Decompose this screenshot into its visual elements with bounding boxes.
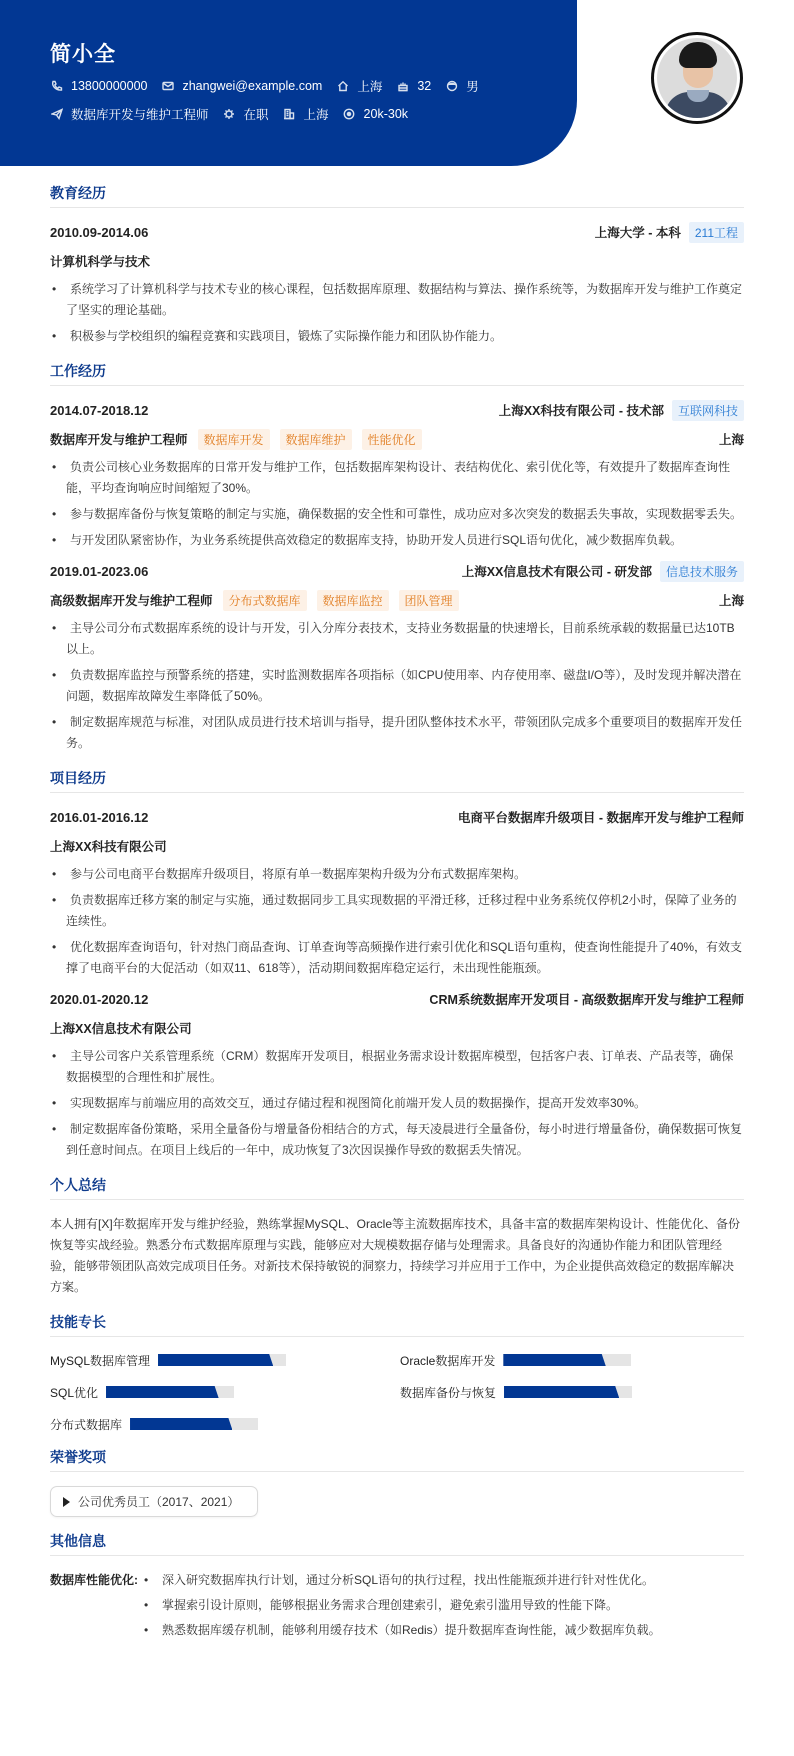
skill-item: 分布式数据库 bbox=[50, 1415, 400, 1433]
email-item: zhangwei@example.com bbox=[161, 79, 322, 93]
section-title-awards: 荣誉奖项 bbox=[50, 1447, 744, 1472]
list-item: • 负责数据库迁移方案的制定与实施，通过数据同步工具实现数据的平滑迁移，迁移过程中业务系统仅停机2小时，保障了业务的连续性。 bbox=[50, 890, 744, 932]
skill-tag: 数据库维护 bbox=[280, 429, 352, 450]
mail-icon bbox=[161, 80, 174, 93]
project-company: 上海XX信息技术有限公司 bbox=[50, 1022, 192, 1036]
age-icon bbox=[396, 80, 409, 93]
education-section bbox=[50, 183, 744, 347]
position-item: 数据库开发与维护工程师 bbox=[50, 105, 209, 123]
industry-badge: 信息技术服务 bbox=[660, 561, 744, 582]
job-row bbox=[50, 106, 493, 122]
work-date: 2019.01-2023.06 bbox=[50, 563, 149, 579]
building-icon bbox=[283, 108, 296, 121]
project-entry bbox=[50, 807, 744, 979]
contact-row bbox=[50, 78, 493, 94]
skill-item: 数据库备份与恢复 bbox=[400, 1383, 744, 1401]
project-entry bbox=[50, 989, 744, 1161]
section-title-summary: 个人总结 bbox=[50, 1175, 744, 1200]
phone-item: 13800000000 bbox=[50, 79, 147, 93]
skill-item: SQL优化 bbox=[50, 1383, 400, 1401]
section-title-education: 教育经历 bbox=[50, 183, 744, 208]
gender-item: 男 bbox=[445, 77, 479, 95]
skill-bar bbox=[130, 1418, 258, 1430]
work-entry bbox=[50, 400, 744, 551]
skills-grid bbox=[50, 1351, 744, 1433]
candidate-name: 简小全 bbox=[50, 43, 116, 66]
skill-tag: 团队管理 bbox=[399, 590, 459, 611]
summary-section bbox=[50, 1175, 744, 1298]
company-name: 上海XX信息技术有限公司 - 研发部 bbox=[461, 565, 652, 579]
list-item: • 与开发团队紧密协作，为业务系统提供高效稳定的数据库支持，协助开发人员进行SQL语句优化，减少数据库负载。 bbox=[50, 530, 744, 551]
resume-body bbox=[50, 183, 744, 1659]
job-location: 上海 bbox=[718, 594, 744, 608]
skill-bar bbox=[106, 1386, 234, 1398]
profile-photo bbox=[657, 38, 737, 118]
status-item: 在职 bbox=[223, 105, 269, 123]
home-icon bbox=[336, 80, 349, 93]
skill-tag: 性能优化 bbox=[362, 429, 422, 450]
job-role: 数据库开发与维护工程师 bbox=[50, 433, 188, 447]
project-date: 2020.01-2020.12 bbox=[50, 991, 149, 1007]
list-item: • 负责数据库监控与预警系统的搭建，实时监测数据库各项指标（如CPU使用率、内存使用率、磁盘I/O等），及时发现并解决潜在问题，数据库故障发生率降低了50%。 bbox=[50, 665, 744, 707]
list-item: • 熟悉数据库缓存机制，能够利用缓存技术（如Redis）提升数据库查询性能，减少数据库负载。 bbox=[142, 1620, 661, 1641]
skills-section bbox=[50, 1312, 744, 1433]
gender-icon bbox=[445, 80, 458, 93]
salary-icon bbox=[343, 108, 356, 121]
work-entry bbox=[50, 561, 744, 754]
section-title-skills: 技能专长 bbox=[50, 1312, 744, 1337]
list-item: • 制定数据库规范与标准，对团队成员进行技术培训与指导，提升团队整体技术水平，带领团队完成多个重要项目的数据库开发任务。 bbox=[50, 712, 744, 754]
send-icon bbox=[50, 108, 63, 121]
project-name: 电商平台数据库升级项目 - 数据库开发与维护工程师 bbox=[457, 811, 744, 825]
skill-tag: 数据库开发 bbox=[198, 429, 270, 450]
section-title-work: 工作经历 bbox=[50, 361, 744, 386]
home-item: 上海 bbox=[336, 77, 382, 95]
skill-tag: 数据库监控 bbox=[317, 590, 389, 611]
award-item[interactable]: 公司优秀员工（2017、2021） bbox=[50, 1486, 258, 1517]
age-item: 32 bbox=[396, 79, 431, 93]
education-date: 2010.09-2014.06 bbox=[50, 224, 149, 240]
work-section bbox=[50, 361, 744, 754]
list-item: • 负责公司核心业务数据库的日常开发与维护工作，包括数据库架构设计、表结构优化、索引优化等，有效提升了数据库查询性能，平均查询响应时间缩短了30%。 bbox=[50, 457, 744, 499]
section-title-projects: 项目经历 bbox=[50, 768, 744, 793]
education-entry bbox=[50, 222, 744, 347]
job-role: 高级数据库开发与维护工程师 bbox=[50, 594, 213, 608]
skill-bar bbox=[158, 1354, 286, 1366]
list-item: • 深入研究数据库执行计划，通过分析SQL语句的执行过程，找出性能瓶颈并进行针对性优化。 bbox=[142, 1570, 661, 1591]
list-item: • 主导公司分布式数据库系统的设计与开发，引入分库分表技术，支持业务数据量的快速增长，目前系统承载的数据量已达10TB以上。 bbox=[50, 618, 744, 660]
major: 计算机科学与技术 bbox=[50, 255, 151, 269]
school-badge: 211工程 bbox=[689, 222, 744, 243]
skill-item: MySQL数据库管理 bbox=[50, 1351, 400, 1369]
school-name: 上海大学 - 本科 bbox=[594, 226, 681, 240]
salary-item: 20k-30k bbox=[343, 107, 408, 121]
list-item: • 系统学习了计算机科学与技术专业的核心课程，包括数据库原理、数据结构与算法、操作系统等，为数据库开发与维护工作奠定了坚实的理论基础。 bbox=[50, 279, 744, 321]
project-date: 2016.01-2016.12 bbox=[50, 809, 149, 825]
skill-bar bbox=[504, 1386, 632, 1398]
list-item: • 主导公司客户关系管理系统（CRM）数据库开发项目，根据业务需求设计数据库模型，包括客户表、订单表、产品表等，确保数据模型的合理性和扩展性。 bbox=[50, 1046, 744, 1088]
list-item: • 积极参与学校组织的编程竞赛和实践项目，锻炼了实际操作能力和团队协作能力。 bbox=[50, 326, 744, 347]
project-name: CRM系统数据库开发项目 - 高级数据库开发与维护工程师 bbox=[429, 993, 744, 1007]
project-company: 上海XX科技有限公司 bbox=[50, 840, 167, 854]
list-item: • 掌握索引设计原则，能够根据业务需求合理创建索引，避免索引滥用导致的性能下降。 bbox=[142, 1595, 661, 1616]
other-section bbox=[50, 1531, 744, 1645]
work-date: 2014.07-2018.12 bbox=[50, 402, 149, 418]
industry-badge: 互联网科技 bbox=[672, 400, 744, 421]
skill-tag: 分布式数据库 bbox=[223, 590, 307, 611]
list-item: • 制定数据库备份策略，采用全量备份与增量备份相结合的方式，每天凌晨进行全量备份，每小时进行增量备份，确保数据可恢复到任意时间点。在项目上线后的一年中，成功恢复了3次因误操作导致的数据丢失情况。 bbox=[50, 1119, 744, 1161]
skill-bar bbox=[503, 1354, 631, 1366]
resume-header bbox=[50, 38, 493, 122]
other-label: 数据库性能优化: bbox=[50, 1573, 138, 1587]
phone-icon bbox=[50, 80, 63, 93]
list-item: • 参与公司电商平台数据库升级项目，将原有单一数据库架构升级为分布式数据库架构。 bbox=[50, 864, 744, 885]
list-item: • 实现数据库与前端应用的高效交互，通过存储过程和视图简化前端开发人员的数据操作，提高开发效率30%。 bbox=[50, 1093, 744, 1114]
triangle-right-icon bbox=[63, 1497, 70, 1507]
status-icon bbox=[223, 108, 236, 121]
job-location: 上海 bbox=[718, 433, 744, 447]
company-name: 上海XX科技有限公司 - 技术部 bbox=[498, 404, 664, 418]
projects-section bbox=[50, 768, 744, 1161]
summary-text: 本人拥有[X]年数据库开发与维护经验，熟练掌握MySQL、Oracle等主流数据库技术，具备丰富的数据库架构设计、性能优化、备份恢复等实战经验。熟悉分布式数据库原理与实践，能够应对大规模数据存储与处理需求。具备良好的沟通协作能力和团队管理经验，能够带领团队高效完成项目任务。对新技术保持敏锐的洞察力，持续学习并应用于工作中，为企业提供高效稳定的数据库解决方案。 bbox=[50, 1217, 741, 1294]
city-item: 上海 bbox=[283, 105, 329, 123]
list-item: • 参与数据库备份与恢复策略的制定与实施，确保数据的安全性和可靠性，成功应对多次突发的数据丢失事故，实现数据零丢失。 bbox=[50, 504, 744, 525]
list-item: • 优化数据库查询语句，针对热门商品查询、订单查询等高频操作进行索引优化和SQL语句重构，使查询性能提升了40%，有效支撑了电商平台的大促活动（如双11、618等），活动期间数据库稳定运行，未出现性能瓶颈。 bbox=[50, 937, 744, 979]
avatar bbox=[651, 32, 743, 124]
skill-item: Oracle数据库开发 bbox=[400, 1351, 744, 1369]
section-title-other: 其他信息 bbox=[50, 1531, 744, 1556]
awards-section bbox=[50, 1447, 744, 1517]
